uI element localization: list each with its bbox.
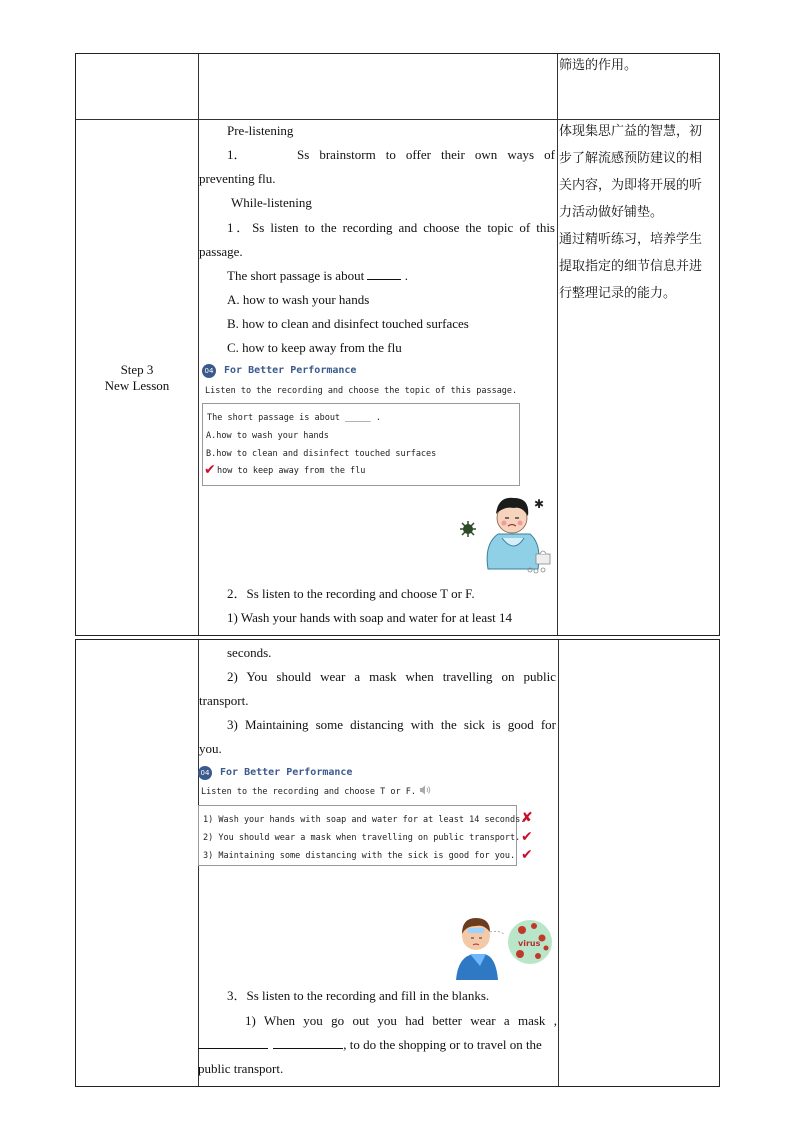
while-item3: 3．Ss listen to the recording and fill in the blanks. xyxy=(227,988,490,1003)
tf-statement-3b: you. xyxy=(199,741,222,756)
sick-boy-illustration xyxy=(458,494,558,576)
purpose-line: 力活动做好铺垫。 xyxy=(559,205,664,220)
purpose-line: 通过精听练习，培养学生 xyxy=(559,232,703,247)
step-name: New Lesson xyxy=(104,378,170,393)
check-mark-icon: ✔ xyxy=(204,462,216,478)
speaker-icon xyxy=(419,785,431,795)
slide-tf-box xyxy=(198,805,526,866)
slide-option: A.how to wash your hands xyxy=(206,431,329,441)
purpose-line: 步了解流感预防建议的相 xyxy=(559,151,703,166)
option-b: B. how to clean and disinfect touched surfaces xyxy=(227,316,469,331)
cross-mark-icon: ✘ xyxy=(521,810,533,826)
tf-statement-2a: 2) You should wear a mask when travelling on public xyxy=(227,669,556,684)
purpose-line: 提取指定的细节信息并进 xyxy=(559,259,703,274)
virus-icon xyxy=(460,521,476,537)
option-c: C. how to keep away from the flu xyxy=(227,340,402,355)
while-listening-heading: While-listening xyxy=(231,195,312,210)
sick-man-virus-illustration xyxy=(454,910,556,980)
option-a: A. how to wash your hands xyxy=(227,292,370,307)
step-number: Step 3 xyxy=(120,362,154,377)
pre-item1-line2: preventing flu. xyxy=(199,171,276,186)
virus-label: virus xyxy=(518,939,541,948)
tf-statement-1b: seconds. xyxy=(227,645,272,660)
slide-question-stem: The short passage is about _____ . xyxy=(207,413,381,423)
fill-blank-1a: 1) When you go out you had better wear a mask , xyxy=(245,1013,557,1028)
tf-statement-2b: transport. xyxy=(199,693,249,708)
check-mark-icon: ✔ xyxy=(521,829,533,845)
slide-badge: 04 xyxy=(198,766,212,780)
notes-top-fragment: 筛选的作用。 xyxy=(559,58,638,73)
answer-blank xyxy=(198,1038,268,1049)
topic-question xyxy=(227,268,408,284)
purpose-line: 体现集思广益的智慧，初 xyxy=(559,124,703,139)
step-label xyxy=(76,362,198,394)
slide-badge: 04 xyxy=(202,364,216,378)
fill-blank-1b: , to do the shopping or to travel on the xyxy=(343,1037,542,1052)
while-item2: 2．Ss listen to the recording and choose T or F. xyxy=(227,586,475,601)
slide-statement: 2) You should wear a mask when travelling on public transport. xyxy=(203,833,521,843)
purpose-line: 关内容，为即将开展的听 xyxy=(559,178,703,193)
fill-blank-1c: public transport. xyxy=(198,1061,284,1076)
slide-instruction: Listen to the recording and choose the topic of this passage. xyxy=(205,386,518,396)
slide-option: B.how to clean and disinfect touched surfaces xyxy=(206,449,437,459)
slide-instruction: Listen to the recording and choose T or F. xyxy=(201,787,416,797)
purpose-line: 行整理记录的能力。 xyxy=(559,286,677,301)
purpose-notes xyxy=(559,118,719,307)
slide-statement: 1) Wash your hands with soap and water for at least 14 seconds. xyxy=(203,815,526,825)
fill-blank-1b-row xyxy=(198,1037,558,1053)
svg-text:✱: ✱ xyxy=(534,497,545,511)
while-item1-line1: 1．Ss listen to the recording and choose the topic of this xyxy=(227,220,555,235)
pre-listening-heading: Pre-listening xyxy=(227,123,294,138)
slide-title: For Better Performance xyxy=(220,767,353,778)
tf-statement-1a: 1) Wash your hands with soap and water for at least 14 xyxy=(227,610,513,625)
check-mark-icon: ✔ xyxy=(521,847,533,863)
slide-question-box xyxy=(202,403,520,486)
pre-item1-number: 1． xyxy=(227,147,247,162)
slide-title: For Better Performance xyxy=(224,365,357,376)
answer-blank xyxy=(273,1038,343,1049)
slide-option-correct: how to keep away from the flu xyxy=(217,466,366,476)
answer-blank xyxy=(367,269,401,280)
pre-item1-line1: Ss brainstorm to offer their own ways of xyxy=(297,147,555,162)
topic-question-end: . xyxy=(404,268,408,283)
tf-statement-3a: 3) Maintaining some distancing with the sick is good for xyxy=(227,717,556,732)
slide-statement: 3) Maintaining some distancing with the sick is good for you. xyxy=(203,851,516,861)
while-item1-line2: passage. xyxy=(199,244,243,259)
topic-question-stem: The short passage is about xyxy=(227,268,365,283)
